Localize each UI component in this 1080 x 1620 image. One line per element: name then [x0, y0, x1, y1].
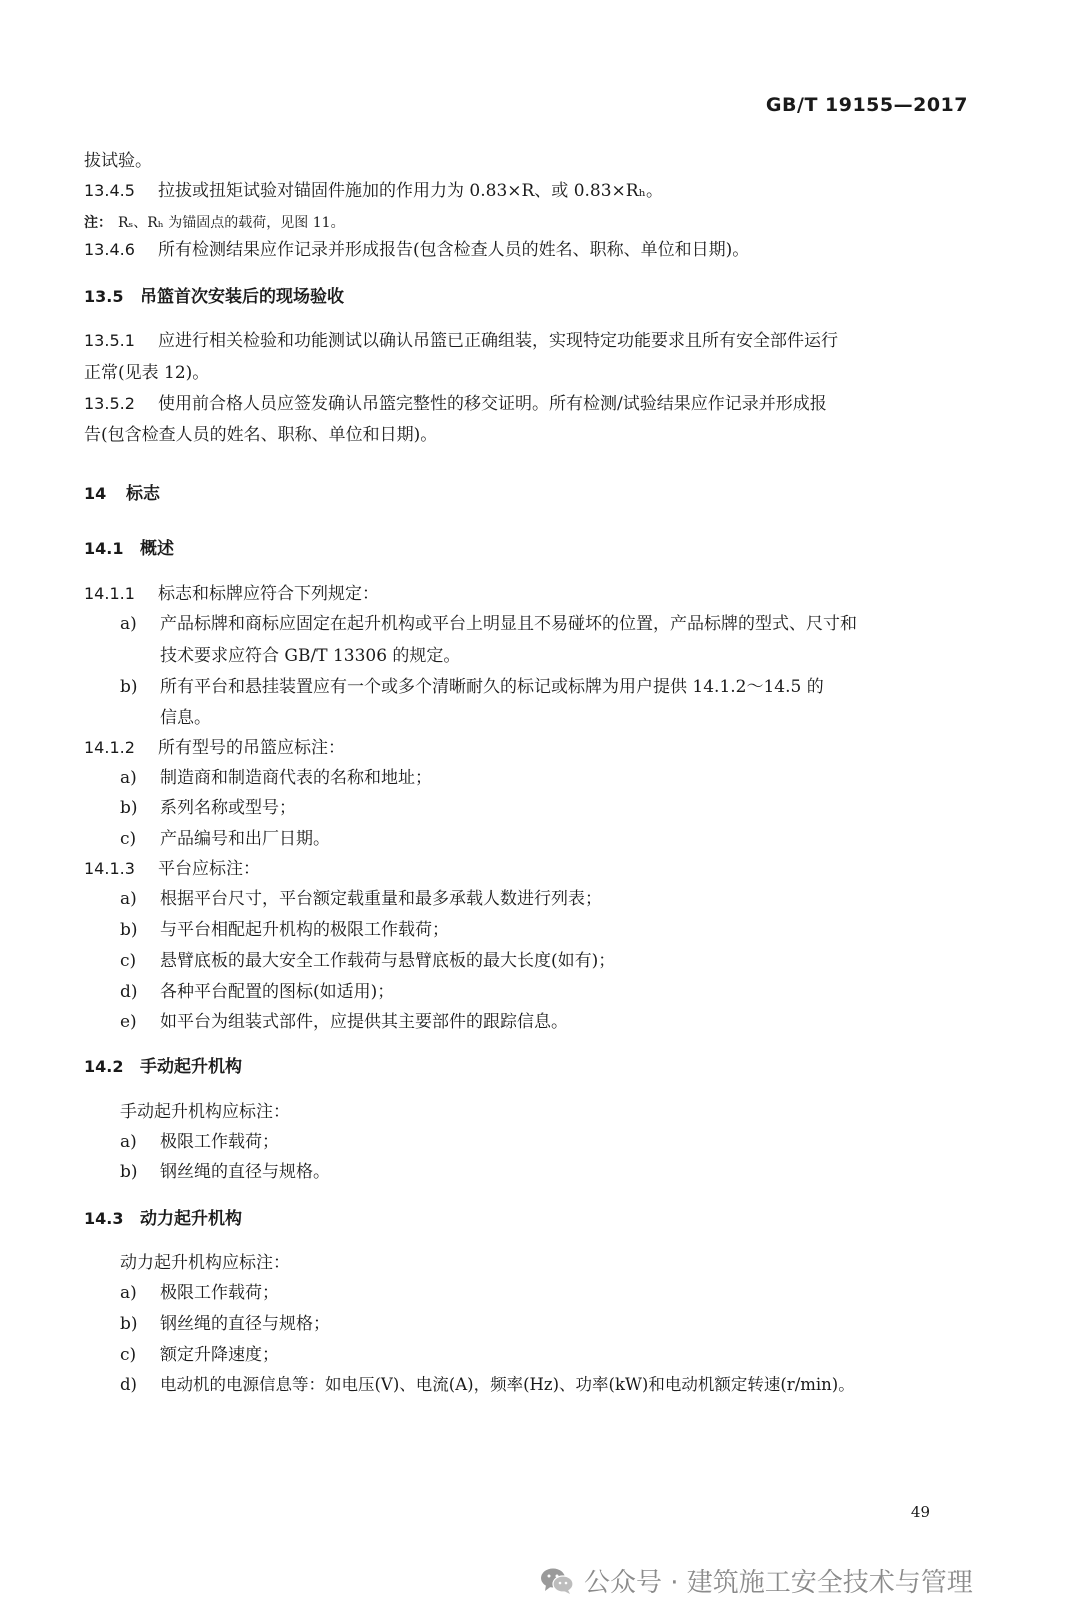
list-item-continuation: 信息。: [160, 708, 211, 728]
standard-number: GB/T 19155—2017: [765, 94, 968, 116]
section-heading-14-2: 14.2 手动起升机构: [84, 1057, 242, 1077]
clause-14-1-3: 14.1.3 平台应标注：: [84, 859, 260, 879]
clause-14-1-2: 14.1.2 所有型号的吊篮应标注：: [84, 738, 345, 758]
section-heading-14-3: 14.3 动力起升机构: [84, 1209, 242, 1229]
section-heading-13-5: 13.5 吊篮首次安装后的现场验收: [84, 287, 344, 307]
list-item: a) 极限工作载荷；: [120, 1283, 279, 1303]
list-item: a) 产品标牌和商标应固定在起升机构或平台上明显且不易碰坏的位置，产品标牌的型式、尺寸和: [120, 614, 857, 634]
paragraph-line: 告(包含检查人员的姓名、职称、单位和日期)。: [84, 425, 438, 445]
chapter-heading-14: 14 标志: [84, 484, 160, 504]
list-item: e) 如平台为组装式部件，应提供其主要部件的跟踪信息。: [120, 1012, 568, 1032]
clause-13-5-2: 13.5.2 使用前合格人员应签发确认吊篮完整性的移交证明。所有检测/试验结果应作记录并形成报: [84, 394, 827, 414]
list-item: c) 悬臂底板的最大安全工作载荷与悬臂底板的最大长度(如有)；: [120, 951, 616, 971]
paragraph-line: 手动起升机构应标注：: [120, 1102, 290, 1122]
paragraph-line: 正常(见表 12)。: [84, 363, 210, 383]
clause-13-4-5: 13.4.5 拉拔或扭矩试验对锚固件施加的作用力为 0.83×R、或 0.83×Rₕ。: [84, 181, 663, 201]
list-item: d) 电动机的电源信息等：如电压(V)、电流(A)，频率(Hz)、功率(kW)和电动机额定转速(r/min)。: [120, 1375, 855, 1394]
list-item: a) 根据平台尺寸，平台额定载重量和最多承载人数进行列表；: [120, 889, 602, 909]
footer-text: 公众号 · 建筑施工安全技术与管理: [584, 1568, 973, 1598]
list-item: b) 钢丝绳的直径与规格；: [120, 1314, 330, 1334]
page-number: 49: [910, 1503, 930, 1521]
list-item: b) 与平台相配起升机构的极限工作载荷；: [120, 920, 449, 940]
list-item: a) 极限工作载荷；: [120, 1132, 279, 1152]
wechat-icon: [540, 1567, 574, 1595]
list-item: b) 所有平台和悬挂装置应有一个或多个清晰耐久的标记或标牌为用户提供 14.1.2～14.5 的: [120, 677, 824, 697]
clause-13-4-6: 13.4.6 所有检测结果应作记录并形成报告(包含检查人员的姓名、职称、单位和日期)。: [84, 240, 750, 260]
list-item: d) 各种平台配置的图标(如适用)；: [120, 982, 395, 1002]
list-item-continuation: 技术要求应符合 GB/T 13306 的规定。: [160, 646, 461, 666]
list-item: a) 制造商和制造商代表的名称和地址；: [120, 768, 432, 788]
list-item: c) 产品编号和出厂日期。: [120, 829, 330, 849]
clause-13-5-1: 13.5.1 应进行相关检验和功能测试以确认吊篮已正确组装，实现特定功能要求且所有安全部件运行: [84, 331, 838, 351]
note-line: 注： Rₛ、Rₕ 为锚固点的载荷，见图 11。: [84, 215, 345, 231]
list-item: b) 系列名称或型号；: [120, 798, 296, 818]
section-heading-14-1: 14.1 概述: [84, 539, 174, 559]
paragraph-line: 拔试验。: [84, 151, 152, 171]
list-item: b) 钢丝绳的直径与规格。: [120, 1162, 330, 1182]
footer-watermark: [540, 1562, 973, 1599]
list-item: c) 额定升降速度；: [120, 1345, 279, 1365]
paragraph-line: 动力起升机构应标注：: [120, 1253, 290, 1273]
clause-14-1-1: 14.1.1 标志和标牌应符合下列规定：: [84, 584, 379, 604]
